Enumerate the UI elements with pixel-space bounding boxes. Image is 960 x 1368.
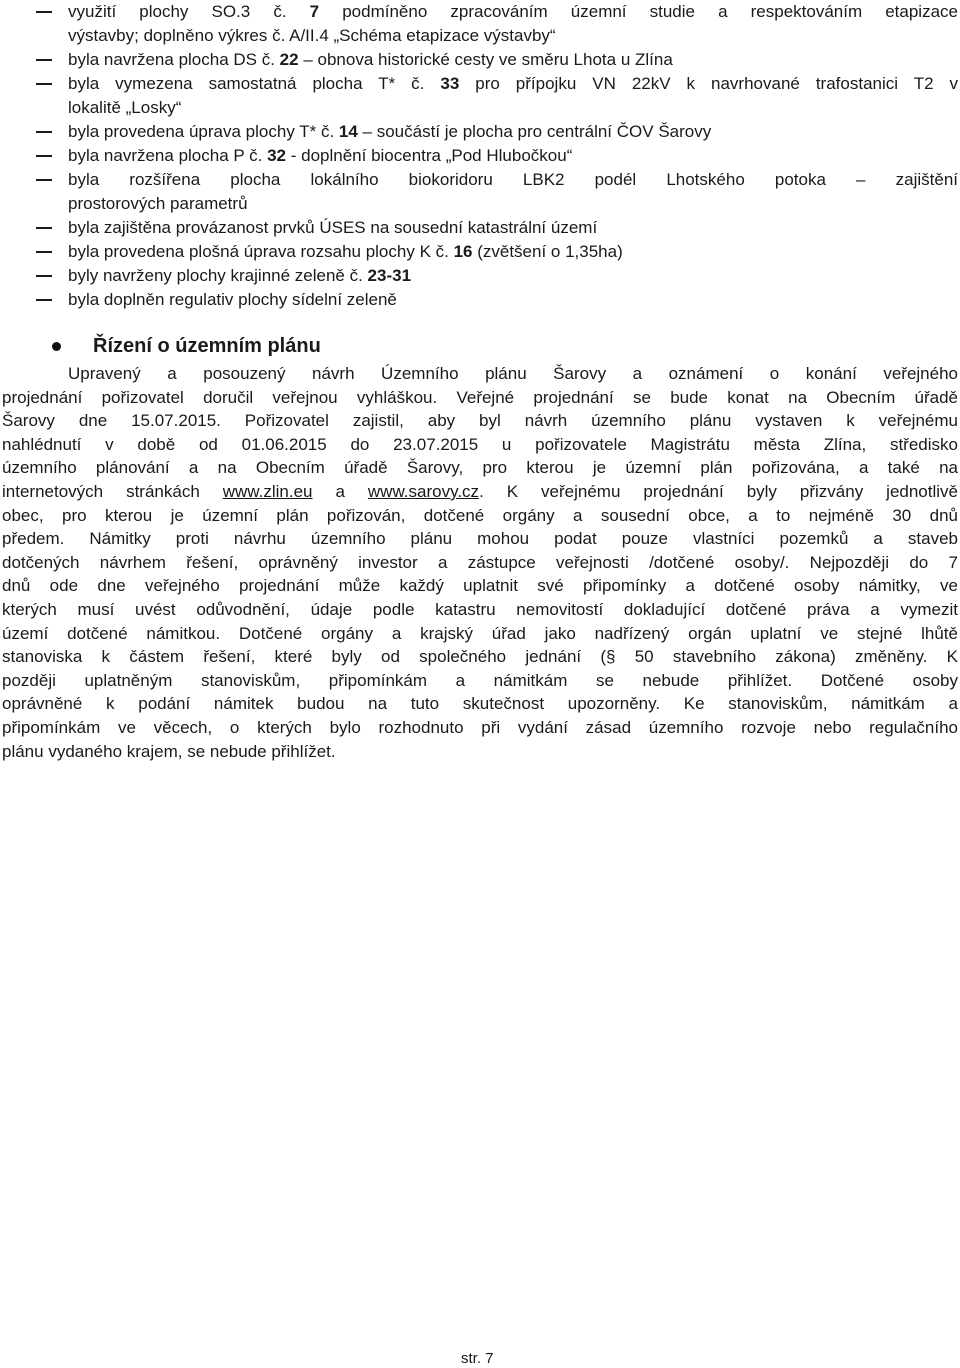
paragraph-line: stanoviska k částem řešení, které byly od společného jednání (§ 50 stavebního zákona) změněny. K bbox=[2, 647, 958, 666]
dash-bullet-icon bbox=[36, 251, 52, 253]
dash-bullet-icon bbox=[36, 83, 52, 85]
list-item-text: výstavby; doplněno výkres č. A/II.4 „Schéma etapizace výstavby“ bbox=[68, 26, 556, 45]
dash-bullet-icon bbox=[36, 275, 52, 277]
list-item-text: byla provedena úprava plochy T* č. 14 – součástí je plocha pro centrální ČOV Šarovy bbox=[68, 122, 712, 141]
paragraph-line: Upravený a posouzený návrh Územního plánu Šarovy a oznámení o konání veřejného bbox=[68, 364, 958, 383]
paragraph-line: internetových stránkách www.zlin.eu a www.sarovy.cz. K veřejnému projednání byly přizvány jednotlivě bbox=[2, 482, 958, 501]
dash-bullet-icon bbox=[36, 155, 52, 157]
paragraph-line: plánu vydaného krajem, se nebude přihlížet. bbox=[2, 742, 336, 761]
paragraph-line: projednání pořizovatel doručil veřejnou vyhláškou. Veřejné projednání se bude konat na Obecním úřadě bbox=[2, 388, 958, 407]
bullet-icon bbox=[52, 342, 61, 351]
section-heading bbox=[52, 331, 321, 361]
paragraph-line: oprávněné k podání námitek budou na tuto skutečnost upozorněny. Ke stanoviskům, námitkám a bbox=[2, 694, 958, 713]
paragraph-line: území dotčené námitkou. Dotčené orgány a krajský úřad jako nadřízený orgán uplatní ve stejné lhůtě bbox=[2, 624, 958, 643]
list-item-text: byla navržena plocha DS č. 22 – obnova historické cesty ve směru Lhota u Zlína bbox=[68, 50, 673, 69]
section-heading-text: Řízení o územním plánu bbox=[93, 335, 321, 357]
web-link[interactable]: www.sarovy.cz bbox=[367, 482, 480, 501]
list-item-text: byla rozšířena plocha lokálního biokoridoru LBK2 podél Lhotského potoka – zajištění bbox=[68, 170, 958, 189]
paragraph-line: dotčených návrhem řešení, oprávněný investor a zástupce veřejnosti /dotčené osoby/. Nejpozději do 7 bbox=[2, 553, 958, 572]
paragraph-line: obec, pro kterou je územní plán pořizován, dotčené orgány a sousední obce, a to nejméně 30 dnů bbox=[2, 506, 958, 525]
list-item-text: byla zajištěna provázanost prvků ÚSES na sousední katastrální území bbox=[68, 218, 598, 237]
list-item-text: byly navrženy plochy krajinné zeleně č. 23-31 bbox=[68, 266, 412, 285]
list-item-text: využití plochy SO.3 č. 7 podmíněno zpracováním územní studie a respektováním etapizace bbox=[68, 2, 958, 21]
paragraph-line: nahlédnutí v době od 01.06.2015 do 23.07.2015 u pořizovatele Magistrátu města Zlína, středisko bbox=[2, 435, 958, 454]
list-item-text: byla provedena plošná úprava rozsahu plochy K č. 16 (zvětšení o 1,35ha) bbox=[68, 242, 623, 261]
dash-bullet-icon bbox=[36, 59, 52, 61]
web-link[interactable]: www.zlin.eu bbox=[222, 482, 313, 501]
list-item-text: byla vymezena samostatná plocha T* č. 33 pro přípojku VN 22kV k navrhované trafostanici T2 v bbox=[68, 74, 958, 93]
paragraph-line: Šarovy dne 15.07.2015. Pořizovatel zajistil, aby byl návrh územního plánu vystaven k veřejnému bbox=[2, 411, 958, 430]
dash-bullet-icon bbox=[36, 131, 52, 133]
paragraph-line: předem. Námitky proti návrhu územního plánu mohou podat pouze vlastníci pozemků a staveb bbox=[2, 529, 958, 548]
list-item-text: prostorových parametrů bbox=[68, 194, 248, 213]
paragraph-line: připomínkám ve věcech, o kterých bylo rozhodnuto při vydání zásad územního rozvoje nebo regulačního bbox=[2, 718, 958, 737]
dash-bullet-icon bbox=[36, 179, 52, 181]
paragraph-line: územního plánování a na Obecním úřadě Šarovy, pro kterou je územní plán pořizována, a také na bbox=[2, 458, 958, 477]
paragraph-line: kterých musí uvést odůvodnění, údaje podle katastru nemovitostí dokladující dotčené práva a vymezit bbox=[2, 600, 958, 619]
dash-bullet-icon bbox=[36, 11, 52, 13]
list-item-text: byla navržena plocha P č. 32 - doplnění biocentra „Pod Hlubočkou“ bbox=[68, 146, 573, 165]
list-item-text: byla doplněn regulativ plochy sídelní zeleně bbox=[68, 290, 397, 309]
page-number: str. 7 bbox=[461, 1350, 494, 1367]
dash-bullet-icon bbox=[36, 299, 52, 301]
dash-bullet-icon bbox=[36, 227, 52, 229]
paragraph-line: dnů ode dne veřejného projednání může každý uplatnit své připomínky a dotčené osoby námitky, ve bbox=[2, 576, 958, 595]
paragraph-line: později uplatněným stanoviskům, připomínkám a námitkám se nebude přihlížet. Dotčené osoby bbox=[2, 671, 958, 690]
list-item-text: lokalitě „Losky“ bbox=[68, 98, 182, 117]
